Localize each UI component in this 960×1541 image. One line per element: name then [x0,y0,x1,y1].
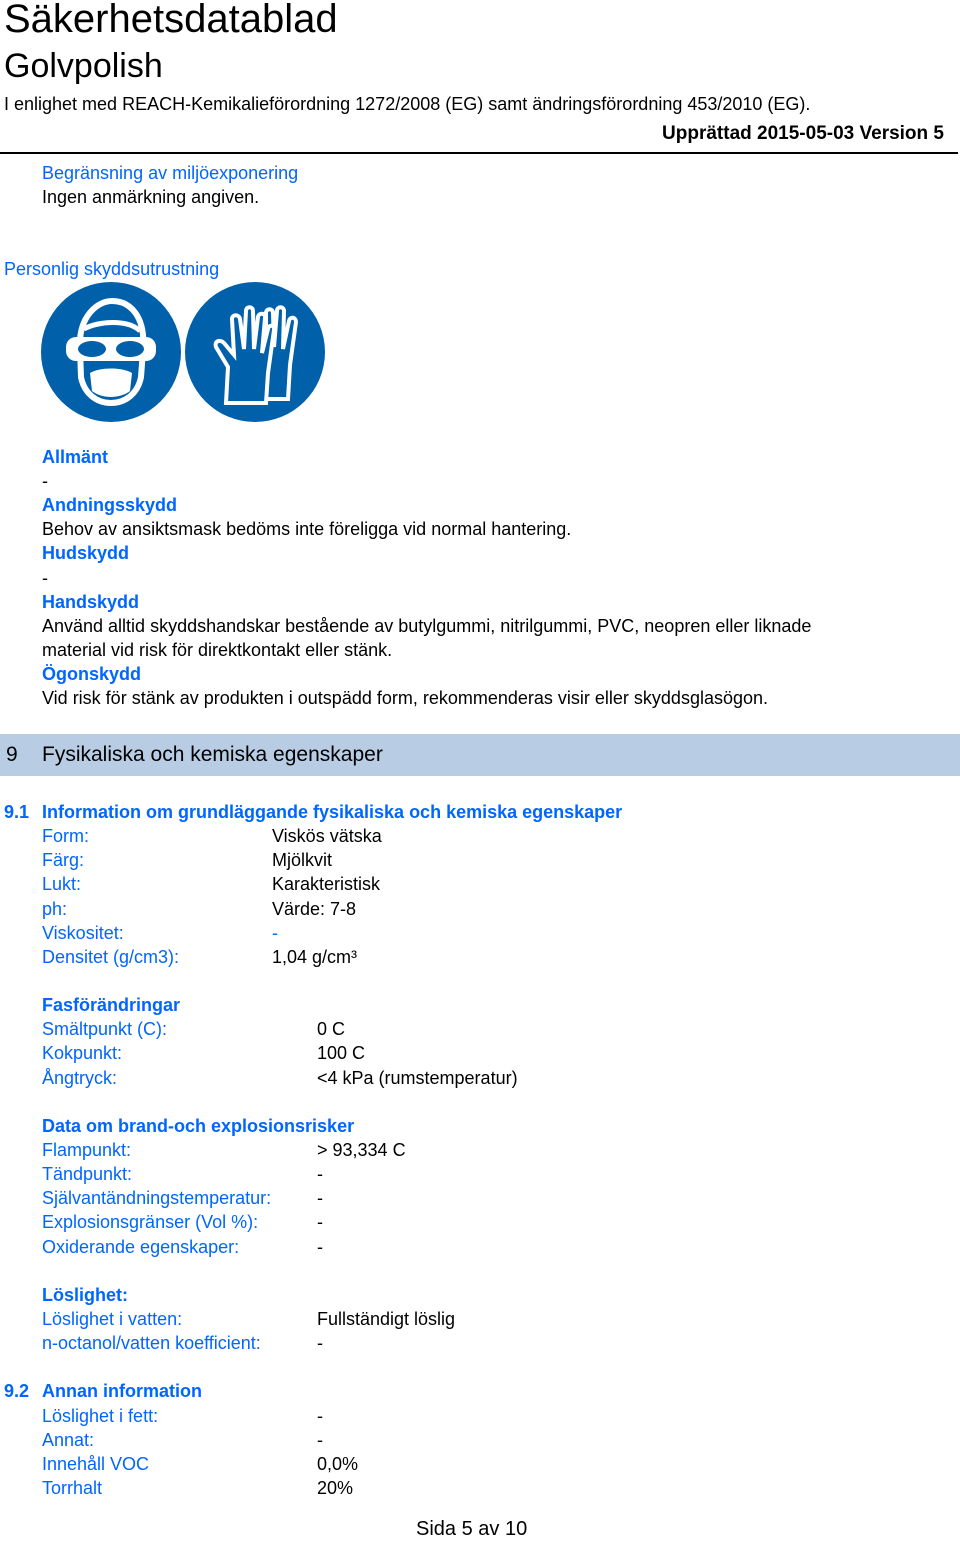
document-title: Säkerhetsdatablad [4,0,338,41]
section-9-number: 9 [6,743,18,766]
property-row [42,824,382,848]
property-value: 0,0% [317,1454,359,1474]
property-label: n-octanol/vatten koefficient: [42,1333,261,1353]
property-row [42,1235,323,1259]
header-divider [0,152,958,154]
face-mask-goggles-icon [40,281,182,423]
property-row [42,1066,518,1090]
property-label: Löslighet i vatten: [42,1309,183,1329]
product-name: Golvpolish [4,47,163,85]
protective-gloves-icon [184,281,326,423]
property-label: Självantändningstemperatur: [42,1188,272,1208]
hand-text-line2: material vid risk för direktkontakt eller stänk. [42,640,393,660]
subsection-9-2-title: Annan information [42,1381,202,1401]
eye-text: Vid risk för stänk av produkten i outspädd form, rekommenderas visir eller skyddsglasögon. [42,688,769,708]
property-label: Färg: [42,850,85,870]
solubility-heading: Löslighet: [42,1285,128,1305]
property-row [42,1210,323,1234]
property-value: Mjölkvit [272,850,333,870]
property-value: 1,04 g/cm³ [272,947,358,967]
property-label: Viskositet: [42,923,124,943]
env-text: Ingen anmärkning angiven. [42,187,260,207]
property-row [42,945,358,969]
subsection-9-1-title: Information om grundläggande fysikaliska och kemiska egenskaper [42,802,623,822]
property-value: 20% [317,1478,354,1498]
property-row [42,1331,323,1355]
skin-value: - [42,568,48,588]
property-label: Lukt: [42,874,82,894]
respiratory-text: Behov av ansiktsmask bedöms inte föreligga vid normal hantering. [42,519,572,539]
property-row [42,1452,359,1476]
property-value: Karakteristisk [272,874,381,894]
property-value: Värde: 7-8 [272,899,357,919]
ppe-heading: Personlig skyddsutrustning [4,259,220,279]
skin-label: Hudskydd [42,543,130,563]
property-label: Ångtryck: [42,1068,118,1088]
general-label: Allmänt [42,447,109,467]
subsection-9-1-number: 9.1 [4,802,30,822]
property-label: Innehåll VOC [42,1454,150,1474]
property-value: Viskös vätska [272,826,382,846]
property-value: - [317,1333,323,1353]
property-value: - [317,1164,323,1184]
property-row [42,921,278,945]
property-label: Form: [42,826,89,846]
property-row [42,1476,354,1500]
property-row [42,1186,323,1210]
property-row [42,1428,323,1452]
property-row [42,1307,456,1331]
property-row [42,848,333,872]
general-value: - [42,471,48,491]
property-row [42,1041,366,1065]
property-value: - [317,1406,323,1426]
env-heading: Begränsning av miljöexponering [42,163,299,183]
property-row [42,1138,406,1162]
respiratory-label: Andningsskydd [42,495,178,515]
property-label: Löslighet i fett: [42,1406,159,1426]
phase-heading: Fasförändringar [42,995,181,1015]
property-value: > 93,334 C [317,1140,406,1160]
property-value: - [272,923,278,943]
property-label: Torrhalt [42,1478,103,1498]
property-value: 100 C [317,1043,366,1063]
hand-label: Handskydd [42,592,140,612]
prepared-version: Upprättad 2015-05-03 Version 5 [662,123,944,144]
property-row [42,1404,323,1428]
property-label: ph: [42,899,68,919]
property-label: Kokpunkt: [42,1043,123,1063]
property-label: Oxiderande egenskaper: [42,1237,240,1257]
property-value: - [317,1237,323,1257]
property-label: Annat: [42,1430,95,1450]
regulation-text: I enlighet med REACH-Kemikalieförordning 1272/2008 (EG) samt ändringsförordning 453/2010 (EG). [4,94,811,114]
property-value: - [317,1188,323,1208]
fire-heading: Data om brand-och explosionsrisker [42,1116,355,1136]
eye-label: Ögonskydd [42,664,142,684]
subsection-9-2-number: 9.2 [4,1381,30,1401]
property-label: Tändpunkt: [42,1164,133,1184]
hand-text-line1: Använd alltid skyddshandskar bestående av butylgummi, nitrilgummi, PVC, neopren eller liknade [42,616,812,636]
property-value: - [317,1212,323,1232]
page-number: Sida 5 av 10 [416,1518,528,1540]
property-value: 0 C [317,1019,346,1039]
property-value: Fullständigt löslig [317,1309,456,1329]
property-row [42,1017,346,1041]
property-label: Smältpunkt (C): [42,1019,168,1039]
property-row [42,1162,323,1186]
property-label: Flampunkt: [42,1140,132,1160]
property-label: Densitet (g/cm3): [42,947,180,967]
section-9-title: Fysikaliska och kemiska egenskaper [42,743,383,766]
property-row [42,872,381,896]
property-value: - [317,1430,323,1450]
property-label: Explosionsgränser (Vol %): [42,1212,259,1232]
property-row [42,897,357,921]
property-value: <4 kPa (rumstemperatur) [317,1068,518,1088]
